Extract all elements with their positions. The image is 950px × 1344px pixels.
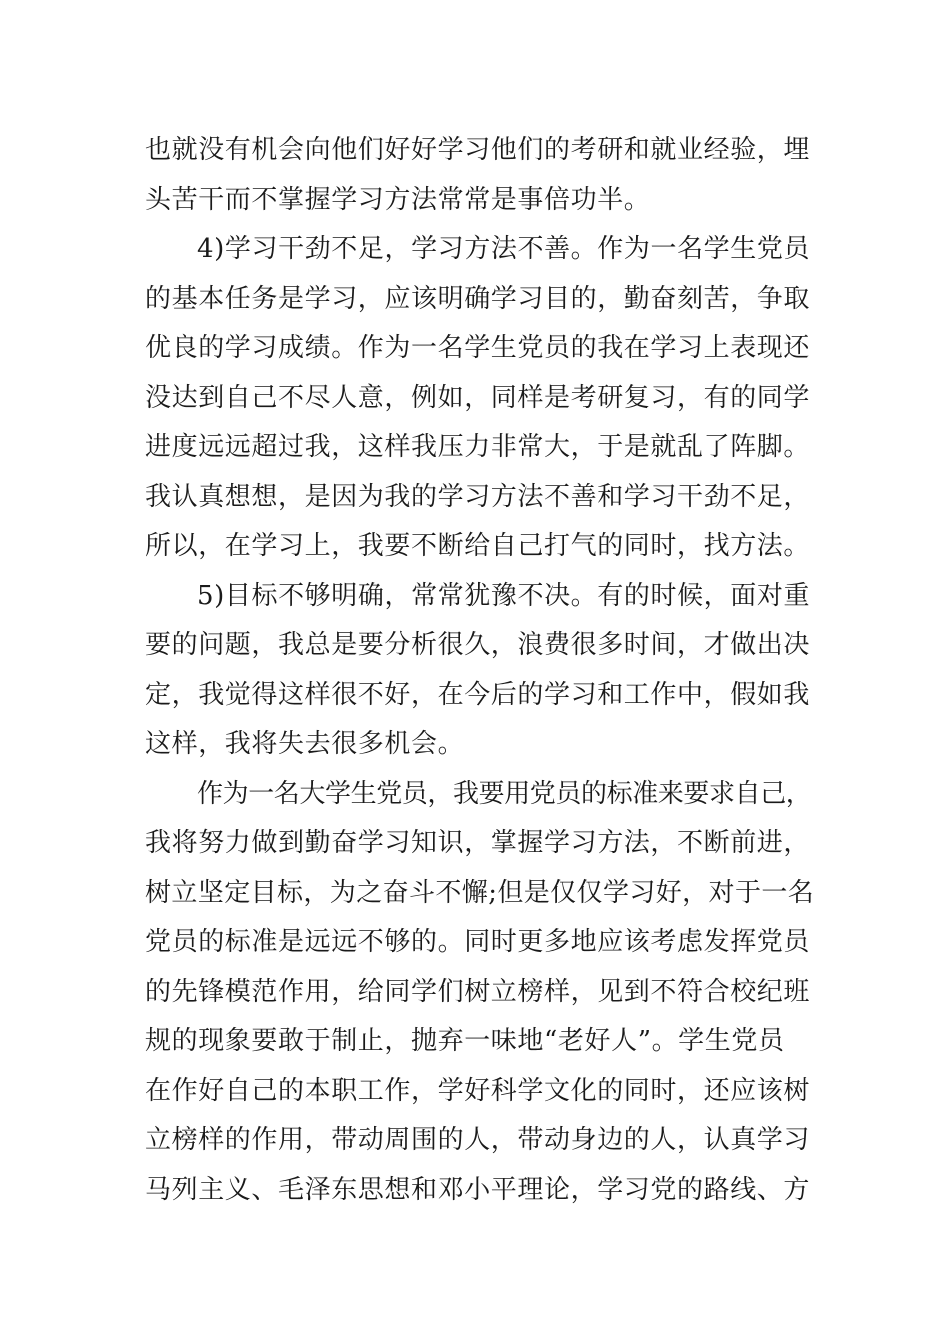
text-line: 也就没有机会向他们好好学习他们的考研和就业经验，埋 bbox=[145, 135, 811, 165]
text-line: 规的现象要敢于制止，抛弃一味地“老好人”。学生党员 bbox=[145, 1026, 785, 1056]
text-line: 立榜样的作用，带动周围的人，带动身边的人，认真学习 bbox=[145, 1125, 811, 1155]
text-line: 4)学习干劲不足，学习方法不善。作为一名学生党员 bbox=[197, 234, 811, 264]
text-line: 头苦干而不掌握学习方法常常是事倍功半。 bbox=[145, 184, 651, 215]
text-line: 我认真想想，是因为我的学习方法不善和学习干劲不足， bbox=[145, 481, 811, 512]
text-line: 进度远远超过我，这样我压力非常大，于是就乱了阵脚。 bbox=[145, 432, 811, 462]
text-line: 要的问题，我总是要分析很久，浪费很多时间，才做出决 bbox=[145, 630, 811, 660]
text-line: 所以，在学习上，我要不断给自己打气的同时，找方法。 bbox=[145, 531, 811, 561]
text-line: 没达到自己不尽人意，例如，同样是考研复习，有的同学 bbox=[145, 382, 811, 413]
text-line: 5)目标不够明确，常常犹豫不决。有的时候，面对重 bbox=[197, 580, 811, 611]
text-line: 在作好自己的本职工作，学好科学文化的同时，还应该树 bbox=[145, 1075, 811, 1106]
text-line: 作为一名大学生党员，我要用党员的标准来要求自己， bbox=[197, 778, 812, 809]
text-line: 这样，我将失去很多机会。 bbox=[145, 729, 465, 759]
document-body bbox=[145, 126, 815, 1215]
text-line: 的基本任务是学习，应该明确学习目的，勤奋刻苦，争取 bbox=[145, 283, 811, 314]
text-line: 定，我觉得这样很不好，在今后的学习和工作中，假如我 bbox=[145, 679, 811, 710]
text-line: 优良的学习成绩。作为一名学生党员的我在学习上表现还 bbox=[145, 333, 811, 363]
text-line: 树立坚定目标，为之奋斗不懈;但是仅仅学习好，对于一名 bbox=[145, 877, 815, 908]
text-line: 马列主义、毛泽东思想和邓小平理论，学习党的路线、方 bbox=[145, 1174, 811, 1205]
text-line: 的先锋模范作用，给同学们树立榜样，见到不符合校纪班 bbox=[145, 976, 811, 1007]
text-line: 党员的标准是远远不够的。同时更多地应该考虑发挥党员 bbox=[145, 927, 811, 957]
text-line: 我将努力做到勤奋学习知识，掌握学习方法，不断前进， bbox=[145, 828, 811, 858]
